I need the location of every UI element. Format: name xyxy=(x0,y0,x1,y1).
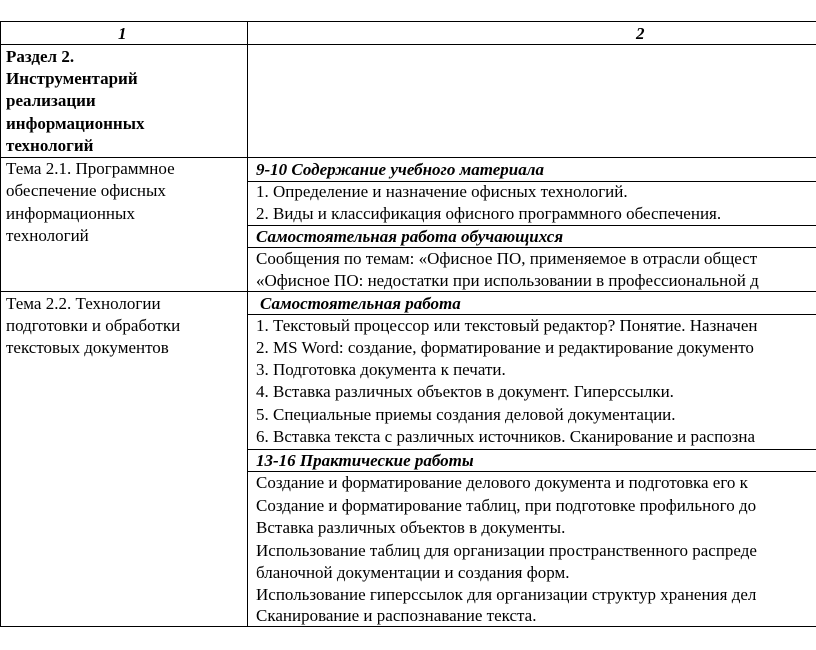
section-title-line: технологий xyxy=(6,136,94,155)
topic22-title-line: Тема 2.2. Технологии xyxy=(6,294,161,313)
table-border-left xyxy=(0,21,1,627)
table-border-top xyxy=(0,21,816,22)
section-title-line: реализации xyxy=(6,91,96,110)
topic22-item: 2. MS Word: создание, форматирование и редактирование документо xyxy=(256,338,754,357)
topic22-title-line: подготовки и обработки xyxy=(6,316,181,335)
topic21-title-line: информационных xyxy=(6,204,135,223)
topic21-title-line: Тема 2.1. Программное xyxy=(6,159,175,178)
topic22-practice-line: бланочной документации и создания форм. xyxy=(256,563,570,582)
topic22-practice-line: Использование гиперссылок для организации структур хранения дел xyxy=(256,585,757,604)
header-col1: 1 xyxy=(118,24,127,43)
topic21-item: 2. Виды и классификация офисного программного обеспечения. xyxy=(256,204,722,223)
topic21-title-line: обеспечение офисных xyxy=(6,181,166,200)
column-divider xyxy=(247,21,248,627)
topic22-practice-line: Сканирование и распознавание текста. xyxy=(256,606,537,625)
topic21-title-line: технологий xyxy=(6,226,89,245)
topic21-item: 1. Определение и назначение офисных технологий. xyxy=(256,182,628,201)
topic22-practice-line: Создание и форматирование таблиц, при подготовке профильного до xyxy=(256,496,757,515)
topic22-item: 3. Подготовка документа к печати. xyxy=(256,360,506,379)
topic22-practice-line: Использование таблиц для организации пространственного распреде xyxy=(256,541,757,560)
topic22-item: 6. Вставка текста с различных источников. Сканирование и распозна xyxy=(256,427,756,446)
section-title-line: Инструментарий xyxy=(6,69,138,88)
topic22-item: 1. Текстовый процессор или текстовый редактор? Понятие. Назначен xyxy=(256,316,758,335)
section-title-line: Раздел 2. xyxy=(6,47,75,66)
section-title-line: информационных xyxy=(6,114,145,133)
topic21-content-heading: 9-10 Содержание учебного материала xyxy=(256,160,544,179)
topic21-self-line: «Офисное ПО: недостатки при использовании в профессиональной д xyxy=(256,271,759,290)
topic22-item: 4. Вставка различных объектов в документ. Гиперссылки. xyxy=(256,382,674,401)
topic22-item: 5. Специальные приемы создания деловой документации. xyxy=(256,405,676,424)
topic22-practice-line: Вставка различных объектов в документы. xyxy=(256,518,566,537)
topic21-self-heading: Самостоятельная работа обучающихся xyxy=(256,227,564,246)
topic21-self-line: Сообщения по темам: «Офисное ПО, применяемое в отрасли общест xyxy=(256,249,758,268)
topic22-title-line: текстовых документов xyxy=(6,338,169,357)
topic22-self-heading: Самостоятельная работа xyxy=(260,294,461,313)
topic22-practice-line: Создание и форматирование делового документа и подготовка его к xyxy=(256,473,748,492)
topic22-practice-heading: 13-16 Практические работы xyxy=(256,451,474,470)
header-col2: 2 xyxy=(636,24,645,43)
